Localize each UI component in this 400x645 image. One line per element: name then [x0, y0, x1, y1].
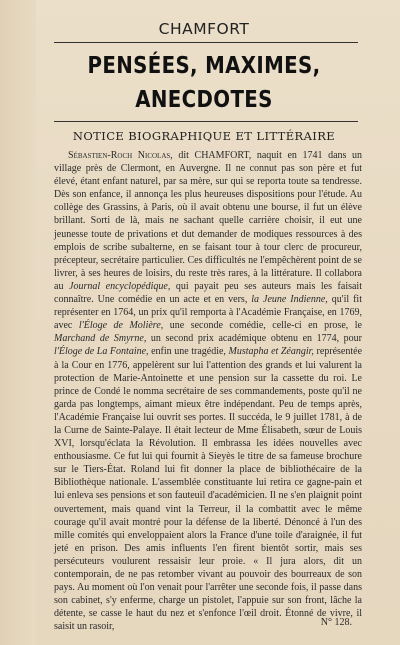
text-run: une seconde comédie, celle-ci en prose, le: [163, 320, 362, 332]
work-title: Mustapha et Zéangir,: [228, 346, 314, 358]
work-title: l'Éloge de La Fontaine,: [54, 346, 149, 358]
work-title: l'Éloge de Molière,: [78, 320, 164, 332]
author-name: CHAMFORT: [158, 20, 250, 38]
text-run: dit CHAMFORT, naquit en 1741 dans un village près de Clermont, en Auvergne. Il ne connut pas son père et fut élevé, étant enfant naturel, par sa mère, sur qui se reporta toute sa tendresse. Dès son enfance, il annonça les plus heureuses dispositions pour l'étude. Au collège des Grassins, à Paris, où il avait obtenu une bourse, il fut un élève brillant. Sorti de là, mais ne sachant quelle carrière choisir, il eut une jeunesse toute de privations et dut demander de modiques ressources à des emplois de scribe subalterne, en se faisant tour à tour clerc de procureur, précepteur, secrétaire particulier. Ces difficultés ne l'empêchèrent point de se livrer, à ses heures de loisirs, du reste très rares, à la littérature. Il collabora au: [54, 150, 362, 292]
text-run: enfin une tragédie,: [148, 346, 229, 358]
text-run: qu'il fit représenter en 1764, un prix qu'il remporta à l'Académie Française, en 1769, avec: [54, 294, 362, 332]
text-run: représentée à la Cour en 1776, appelèrent sur lui l'attention des grands et lui valurent la protection de Marie-Antoinette et une pension sur la cassette du roi. Le prince de Condé le nomma secrétaire de ses commandements, poste qu'il ne garda pas longtemps, aimant mieux être indépendant. Peu de temps après, l'Académie Française lui ouvrit ses portes. Il succéda, le 9 juillet 1781, à de la Curne de Sainte-Palaye. Il était lecteur de Mme Élisabeth, sœur de Louis XVI, lorsqu'éclata la Révolution. Il embrassa les idées nouvelles avec enthousiasme. Ce fut lui qui fournit à Sieyès le titre de sa fameuse brochure sur le Tiers-État. Roland lui fit donner la place de bibliothécaire de la Bibliothèque nationale. L'assemblée constituante lui retira ce gagne-pain et lui enleva ses pensions et son fauteuil d'académicien. Il ne s'en plaignit point ouvertement, mais quand vint la Terreur, il la combattit avec le même courage qu'il avait montré pour la défense de la liberté. Dénoncé à l'un des mille comités qui enveloppaient alors la France d'une toile d'araignée, il fut jeté en prison. Des amis influents l'en firent bientôt sortir, mais ses persécuteurs voulurent ressaisir leur proie. « Il jura alors, dit un contemporain, de ne pas retomber vivant au pouvoir des bourreaux de son pays. Au moment où l'on venait pour l'arrêter une seconde fois, il passe dans son cabinet, s'y enferme, charge un pistolet, l'appuie sur son front, lâche la détente, se casse le haut du nez et s'enfonce l'œil droit. Étonné de vivre, il saisit un rasoir,: [54, 346, 363, 633]
page-binding-edge: [0, 0, 36, 645]
issue-number: N° 128.: [320, 617, 352, 628]
book-title: PENSÉES, MAXIMES, ANECDOTES: [87, 53, 321, 113]
subject-name: Sébastien-Roch Nicolas,: [68, 150, 173, 161]
text-run: un second prix académique obtenu en 1774, pour: [146, 333, 362, 345]
text-run: qui payait peu ses auteurs mais les faisait connaître. Une comédie en un acte et en vers,: [54, 280, 362, 306]
work-title: la Jeune Indienne,: [251, 294, 328, 306]
biography-paragraph: [54, 149, 362, 633]
title-rule: [54, 121, 358, 122]
work-title: Journal encyclopédique,: [69, 280, 171, 292]
work-title: Marchand de Smyrne,: [54, 333, 147, 345]
top-rule: [54, 42, 358, 43]
biography-text: [54, 149, 362, 633]
section-heading: NOTICE BIOGRAPHIQUE ET LITTÉRAIRE: [72, 129, 336, 143]
